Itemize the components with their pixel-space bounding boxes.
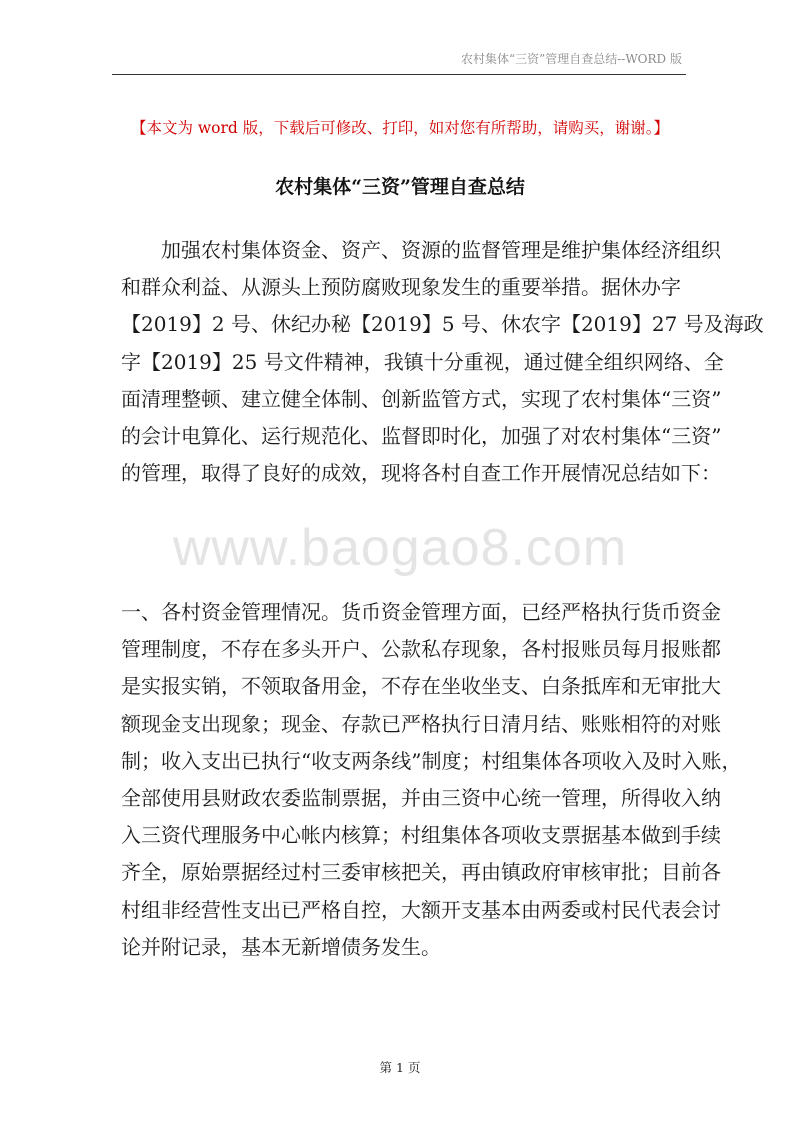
header-divider bbox=[112, 74, 686, 75]
paragraph-line: 一、各村资金管理情况。货币资金管理方面，已经严格执行货币资金 bbox=[121, 600, 721, 624]
section-one-paragraph bbox=[121, 594, 742, 966]
paragraph-line: 齐全，原始票据经过村三委审核把关，再由镇政府审核审批；目前各 bbox=[121, 860, 721, 885]
paragraph-line: 【2019】2 号、休纪办秘【2019】5 号、休农字【2019】27 号及海政 bbox=[121, 312, 764, 337]
paragraph-line: 是实报实销，不领取备用金，不存在坐收坐支、白条抵库和无审批大 bbox=[121, 674, 721, 699]
document-title: 农村集体“三资”管理自查总结 bbox=[275, 176, 525, 198]
paragraph-line: 的会计电算化、运行规范化、监督即时化，加强了对农村集体“三资” bbox=[121, 423, 722, 448]
paragraph-line: 加强农村集体资金、资产、资源的监督管理是维护集体经济组织 bbox=[121, 238, 721, 262]
paragraph-line: 额现金支出现象；现金、存款已严格执行日清月结、账账相符的对账 bbox=[121, 711, 721, 736]
paragraph-line: 制；收入支出已执行“收支两条线”制度；村组集体各项收入及时入账， bbox=[121, 748, 742, 773]
purchase-notice: 【本文为 word 版，下载后可修改、打印，如对您有所帮助，请购买，谢谢。】 bbox=[130, 119, 670, 137]
paragraph-line: 的管理，取得了良好的成效，现将各村自查工作开展情况总结如下： bbox=[121, 461, 721, 486]
paragraph-line: 和群众利益、从源头上预防腐败现象发生的重要举措。据休办字 bbox=[121, 275, 681, 300]
paragraph-line: 村组非经营性支出已严格自控，大额开支基本由两委或村民代表会讨 bbox=[121, 897, 721, 922]
paragraph-line: 全部使用县财政农委监制票据，并由三资中心统一管理，所得收入纳 bbox=[121, 785, 721, 810]
paragraph-line: 论并附记录，基本无新增债务发生。 bbox=[121, 934, 441, 959]
running-header: 农村集体“三资”管理自查总结--WORD 版 bbox=[460, 52, 682, 66]
paragraph-line: 管理制度，不存在多头开户、公款私存现象，各村报账员每月报账都 bbox=[121, 637, 721, 662]
paragraph-line: 字【2019】25 号文件精神，我镇十分重视，通过健全组织网络、全 bbox=[121, 349, 724, 374]
paragraph-line: 面清理整顿、建立健全体制、创新监管方式，实现了农村集体“三资” bbox=[121, 386, 722, 411]
site-watermark: www.baogao8.com bbox=[172, 519, 628, 577]
page-number: 第 1 页 bbox=[379, 1060, 421, 1075]
paragraph-line: 入三资代理服务中心帐内核算；村组集体各项收支票据基本做到手续 bbox=[121, 823, 721, 848]
intro-paragraph bbox=[121, 232, 764, 492]
